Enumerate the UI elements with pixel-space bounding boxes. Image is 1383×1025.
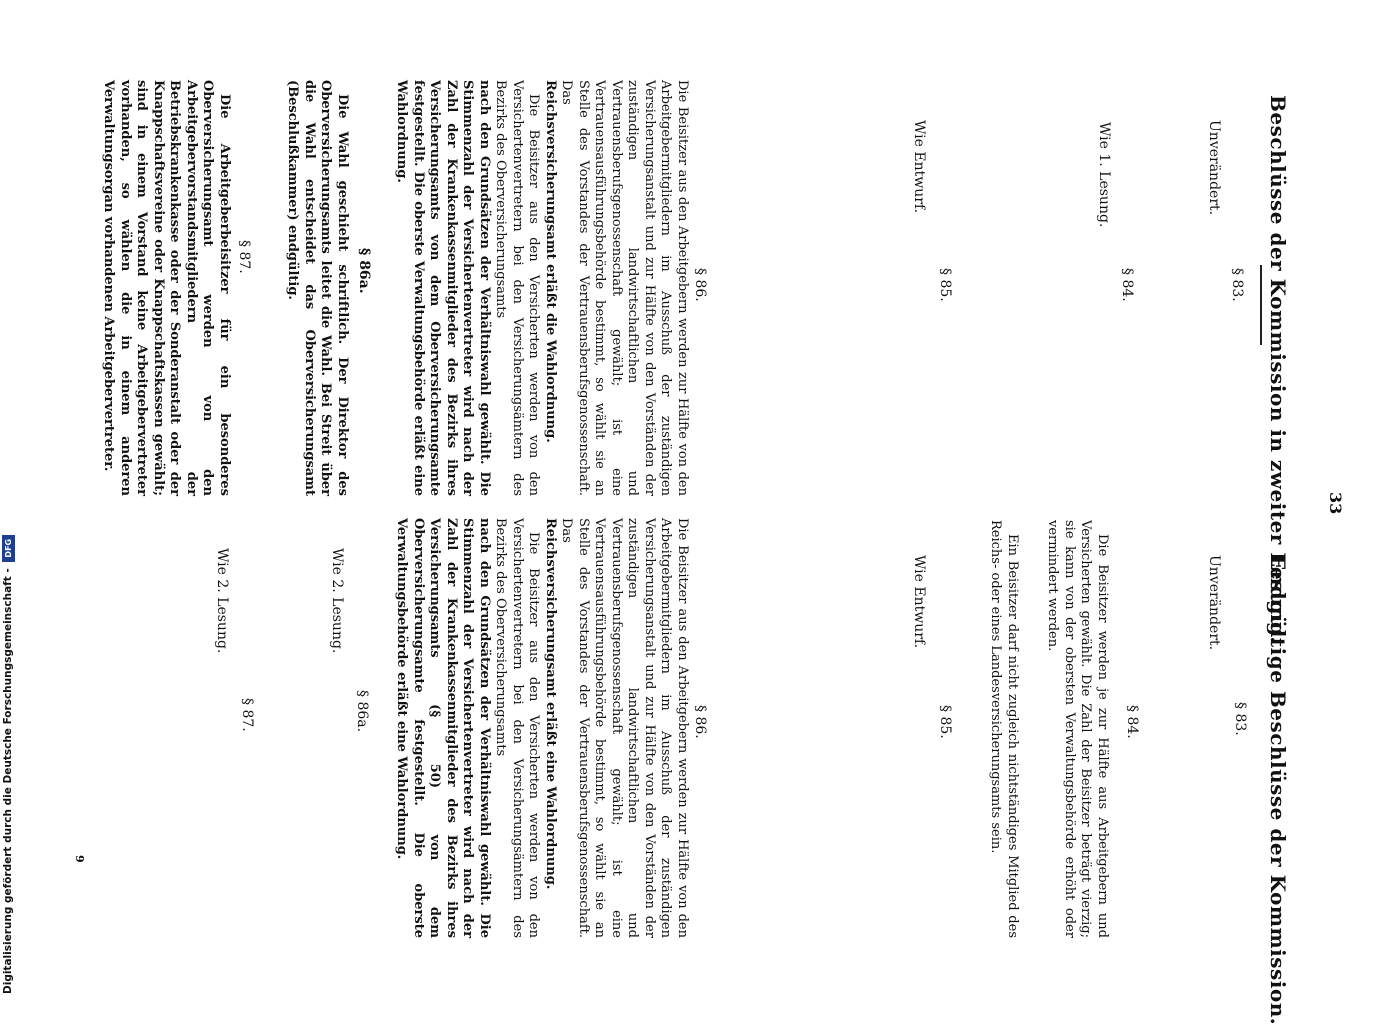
heading-rule bbox=[1260, 265, 1262, 345]
page-number: 33 bbox=[1326, 492, 1345, 515]
left-s84-label: Wie 1. Lesung. bbox=[1096, 122, 1112, 228]
left-s85-sec: § 85. bbox=[937, 268, 953, 302]
right-s86a-label: Wie 2. Lesung. bbox=[329, 548, 345, 654]
right-s86-body bbox=[393, 518, 690, 938]
left-heading: Beschlüsse der Kommission in zweiter Lesung. bbox=[1266, 95, 1290, 644]
right-s86-p2: Die Beisitzer aus den Versicherten werden von den Versichertenvertretern bei den Versicherungsämtern des Bezirks des Oberversicherungsamts bbox=[493, 518, 542, 938]
left-s87-body bbox=[100, 80, 232, 496]
left-s86-p2b: nach den Grundsätzen der Verhältniswahl gewählt. Die Stimmenzahl der Versichertenvertreter wird nach der Zahl der Krankenkassenmitglieder des Bezirks ihres Versicherungsamts von dem Oberversicherungsamte festgestellt. Die oberste Verwaltungsbehörde erläßt eine Wahlordnung. bbox=[394, 80, 492, 496]
right-s84-body2 bbox=[987, 520, 1020, 938]
left-s84-sec: § 84. bbox=[1119, 268, 1135, 302]
left-s85-label: Wie Entwurf. bbox=[911, 120, 927, 214]
right-s84-p: Die Beisitzer werden je zur Hälfte aus Arbeitgebern und Versicherten gewählt. Die Zahl der Beisitzer beträgt vierzig; sie kann von der obersten Verwaltungsbehörde erhöht oder vermindert werden. bbox=[1045, 520, 1110, 938]
right-s86-sec: § 86. bbox=[692, 705, 708, 739]
footnote-mark: 9 bbox=[73, 855, 86, 863]
left-s86-body bbox=[393, 80, 690, 496]
right-s87-sec: § 87. bbox=[239, 698, 255, 732]
right-s84-sec: § 84. bbox=[1124, 705, 1140, 739]
right-s86-p1b: Reichsversicherungsamt erläßt eine Wahlordnung. bbox=[543, 518, 558, 890]
left-s87-p: Die Arbeitgeberbeisitzer für ein besonderes Oberversicherungsamt werden von den Arbeitgebervorstandsmitgliedern der Betriebskrankenkasse oder der Sonderanstalt oder der Knappschaftsvereine oder Knappschaftskassen gewählt; sind in einem Vorstand keine Arbeitgebervertreter vorhanden, so wählen die in einem anderen Verwaltungsorgan vorhandenen Arbeitgebervertreter. bbox=[101, 80, 232, 496]
left-s83-label: Unverändert. bbox=[1206, 120, 1222, 216]
right-s86-p1: Die Beisitzer aus den Arbeitgebern werden zur Hälfte von den Arbeitgebermitgliedern im Ausschuß der zuständigen Versicherungsanstalt und zur Hälfte von den Vorständen der zuständigen landwirtschaftlichen und Vertrauensberufsgenossenschaft gewählt; ist eine Vertrauensausführungsbehörde bestimmt, so wählt sie an Stelle des Vorstandes der Vertrauensberufsgenossenschaft. Das bbox=[559, 518, 690, 938]
left-s83-sec: § 83. bbox=[1229, 268, 1245, 302]
left-s86-p1: Die Beisitzer aus den Arbeitgebern werden zur Hälfte von den Arbeitgebermitgliedern im Ausschuß der zuständigen Versicherungsanstalt und zur Hälfte von den Vorständen der zuständigen landwirtschaftlichen und Vertrauensberufsgenossenschaft gewählt; ist eine Vertrauensausführungsbehörde bestimmt, so wählt sie an Stelle des Vorstandes der Vertrauensberufsgenossenschaft. Das bbox=[559, 80, 690, 496]
left-s86-sec: § 86. bbox=[692, 268, 708, 302]
right-s87-label: Wie 2. Lesung. bbox=[214, 548, 230, 654]
right-s83-label: Unverändert. bbox=[1206, 555, 1222, 651]
left-s86-p1b: Reichsversicherungsamt erläßt die Wahlordnung. bbox=[543, 80, 558, 443]
digitization-footer bbox=[2, 535, 15, 994]
left-s86-p2: Die Beisitzer aus den Versicherten werden von den Versichertenvertretern bei den Versicherungsämtern des Bezirks des Oberversicherungsamts bbox=[493, 80, 542, 496]
right-s86-p2b: nach den Grundsätzen der Verhältniswahl gewählt. Die Stimmenzahl der Versichertenvertreter wird nach der Zahl der Krankenkassenmitglieder des Bezirks ihres Versicherungsamts (§ 50) von dem Oberversicherungsamte festgestellt. Die oberste Verwaltungsbehörde erläßt eine Wahlordnung. bbox=[394, 518, 492, 938]
right-s85-sec: § 85. bbox=[937, 705, 953, 739]
right-s85-label: Wie Entwurf. bbox=[911, 555, 927, 649]
right-s84-p2: Ein Beisitzer darf nicht zugleich nichtständiges Mitglied des Reichs- oder eines Landesversicherungsamts sein. bbox=[988, 520, 1020, 938]
footer-text: Digitalisierung gefördert durch die Deutsche Forschungsgemeinschaft - bbox=[2, 568, 14, 994]
dfg-logo: DFG bbox=[2, 535, 15, 562]
right-s83-sec: § 83. bbox=[1232, 702, 1248, 736]
left-s86a-sec: § 86a. bbox=[356, 248, 372, 294]
right-heading: Endgültige Beschlüsse der Kommission. bbox=[1266, 555, 1290, 1025]
left-s87-sec: § 87. bbox=[236, 240, 252, 274]
left-s86a-body bbox=[284, 80, 350, 496]
right-s86a-sec: § 86a. bbox=[354, 690, 370, 733]
right-s84-body bbox=[1044, 520, 1110, 938]
left-s86a-p: Die Wahl geschieht schriftlich. Der Direktor des Oberversicherungsamts leitet die Wahl. Bei Streit über die Wahl entscheidet das Oberversicherungsamt (Beschlußkammer) endgültig. bbox=[285, 80, 350, 496]
